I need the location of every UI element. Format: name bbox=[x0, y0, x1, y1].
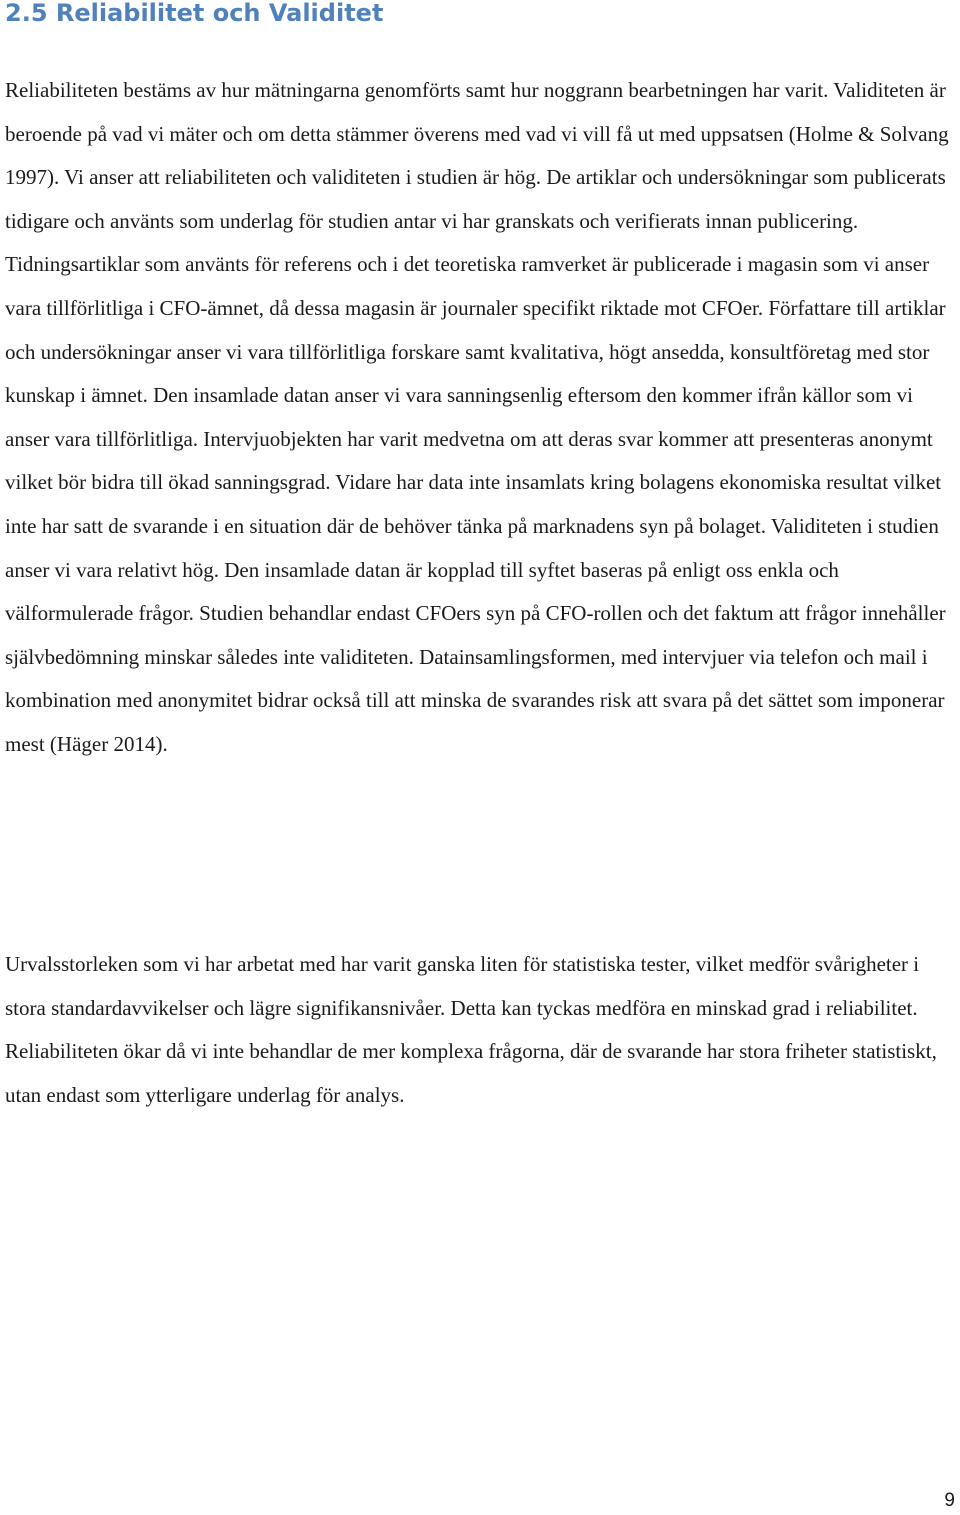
body-paragraph: Urvalsstorleken som vi har arbetat med har varit ganska liten för statistiska tester, vilket medför svårigheter i stora standardavvikelser och lägre signifikansnivåer. Detta kan tyckas medföra en minskad grad i reliabilitet. Reliabiliteten ökar då vi inte behandlar de mer komplexa frågorna, där de svarande har stora friheter statistiskt, utan endast som ytterligare underlag för analys. bbox=[5, 952, 937, 1107]
body-paragraph: Reliabiliteten bestäms av hur mätningarna genomförts samt hur noggrann bearbetningen har varit. Validiteten är beroende på vad vi mäter och om detta stämmer överens med vad vi vill få ut med uppsatsen (Holme & Solvang 1997). Vi anser att reliabiliteten och validiteten i studien är hög. De artiklar och undersökningar som publicerats tidigare och använts som underlag för studien antar vi har granskats och verifierats innan publicering. Tidningsartiklar som använts för referens och i det teoretiska ramverket är publicerade i magasin som vi anser vara tillförlitliga i CFO-ämnet, då dessa magasin är journaler specifikt riktade mot CFOer. Författare till artiklar och undersökningar anser vi vara tillförlitliga forskare samt kvalitativa, högt ansedda, konsultföretag med stor kunskap i ämnet. Den insamlade datan anser vi vara sanningsenlig eftersom den kommer ifrån källor som vi anser vara tillförlitliga. Intervjuobjekten har varit medvetna om att deras svar kommer att presenteras anonymt vilket bör bidra till ökad sanningsgrad. Vidare har data inte insamlats kring bolagens ekonomiska resultat vilket inte har satt de svarande i en situation där de behöver tänka på marknadens syn på bolaget. Validiteten i studien anser vi vara relativt hög. Den insamlade datan är kopplad till syftet baseras på enligt oss enkla och välformulerade frågor. Studien behandlar endast CFOers syn på CFO-rollen och det faktum att frågor innehåller självbedömning minskar således inte validiteten. Datainsamlingsformen, med intervjuer via telefon och mail i kombination med anonymitet bidrar också till att minska de svarandes risk att svara på det sättet som imponerar mest (Häger 2014). bbox=[5, 78, 949, 756]
page-number: 9 bbox=[944, 1490, 955, 1511]
section-heading: 2.5 Reliabilitet och Validitet bbox=[5, 0, 384, 27]
